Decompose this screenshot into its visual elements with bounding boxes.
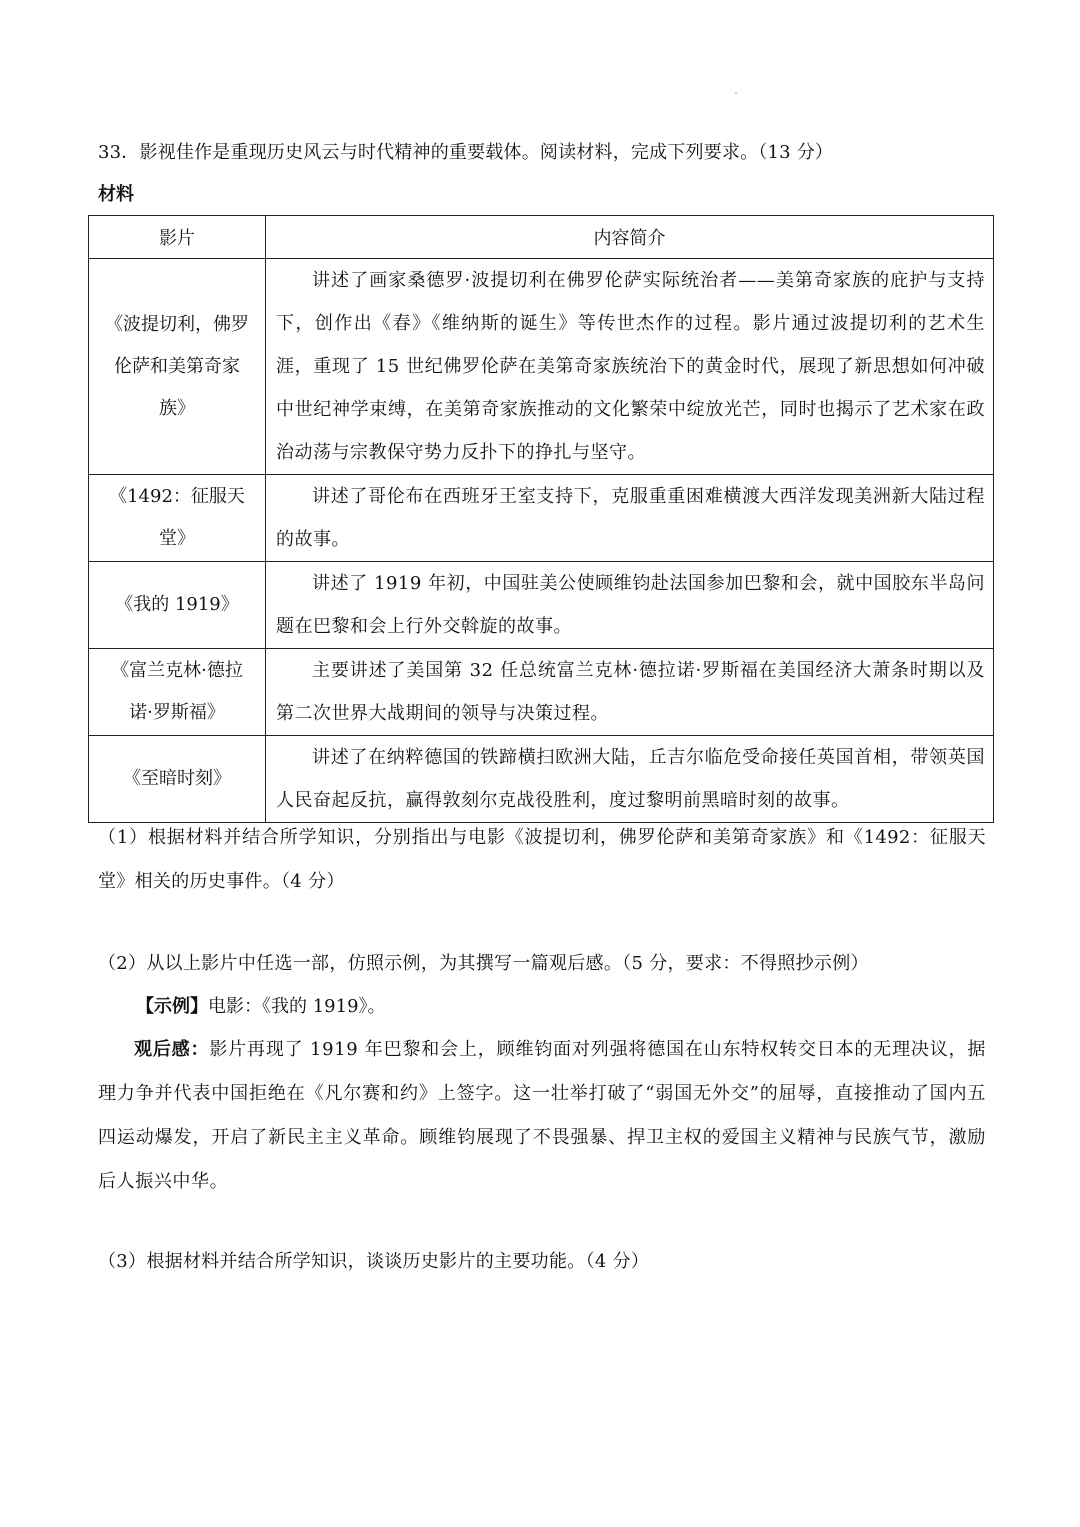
table-row [89, 259, 994, 475]
table-row [89, 562, 994, 649]
header-film: 影片 [89, 216, 266, 259]
film-title: 《波提切利，佛罗伦萨和美第奇家族》 [89, 259, 266, 475]
table-header-row [89, 216, 994, 259]
header-description: 内容简介 [266, 216, 994, 259]
sub-question-3: （3）根据材料并结合所学知识，谈谈历史影片的主要功能。（4 分） [98, 1251, 650, 1272]
review-text: 影片再现了 1919 年巴黎和会上，顾维钧面对列强将德国在山东特权转交日本的无理决议，据理力争并代表中国拒绝在《凡尔赛和约》上签字。这一壮举打破了“弱国无外交”的屈辱，直接推动了国内五四运动爆发，开启了新民主主义革命。顾维钧展现了不畏强暴、捍卫主权的爱国主义精神与民族气节，激励后人振兴中华。 [98, 1039, 986, 1192]
film-description: 讲述了在纳粹德国的铁蹄横扫欧洲大陆，丘吉尔临危受命接任英国首相，带领英国人民奋起反抗，赢得敦刻尔克战役胜利，度过黎明前黑暗时刻的故事。 [266, 736, 994, 823]
film-table [88, 215, 994, 823]
film-description: 讲述了画家桑德罗·波提切利在佛罗伦萨实际统治者——美第奇家族的庇护与支持下，创作出《春》《维纳斯的诞生》等传世杰作的过程。影片通过波提切利的艺术生涯，重现了 15 世纪佛罗伦萨在美第奇家族统治下的黄金时代，展现了新思想如何冲破中世纪神学束缚，在美第奇家族推动的文化繁荣中绽放光芒，同时也揭示了艺术家在政治动荡与宗教保守势力反扑下的挣扎与坚守。 [266, 259, 994, 475]
film-title: 《我的 1919》 [89, 562, 266, 649]
sub-question-1: （1）根据材料并结合所学知识，分别指出与电影《波提切利，佛罗伦萨和美第奇家族》和《1492：征服天堂》相关的历史事件。（4 分） [98, 827, 986, 892]
example-label: 【示例】 [136, 996, 208, 1017]
scan-speck [735, 92, 737, 94]
table-row [89, 475, 994, 562]
film-description: 讲述了 1919 年初，中国驻美公使顾维钧赴法国参加巴黎和会，就中国胶东半岛问题在巴黎和会上行外交斡旋的故事。 [266, 562, 994, 649]
film-title: 《1492：征服天堂》 [89, 475, 266, 562]
film-title: 《至暗时刻》 [89, 736, 266, 823]
film-description: 讲述了哥伦布在西班牙王室支持下，克服重重困难横渡大西洋发现美洲新大陆过程的故事。 [266, 475, 994, 562]
material-label: 材料 [98, 184, 134, 205]
example-line [136, 985, 386, 1029]
table-row [89, 649, 994, 736]
table-row [89, 736, 994, 823]
example-review [98, 1028, 986, 1204]
film-description: 主要讲述了美国第 32 任总统富兰克林·德拉诺·罗斯福在美国经济大萧条时期以及第二次世界大战期间的领导与决策过程。 [266, 649, 994, 736]
question-title: 33．影视佳作是重现历史风云与时代精神的重要载体。阅读材料，完成下列要求。（13 分） [98, 142, 834, 163]
review-label: 观后感： [134, 1039, 210, 1060]
film-title: 《富兰克林·德拉诺·罗斯福》 [89, 649, 266, 736]
example-movie: 电影：《我的 1919》。 [208, 996, 386, 1017]
sub-question-2: （2）从以上影片中任选一部，仿照示例，为其撰写一篇观后感。（5 分，要求：不得照抄示例） [98, 953, 869, 974]
